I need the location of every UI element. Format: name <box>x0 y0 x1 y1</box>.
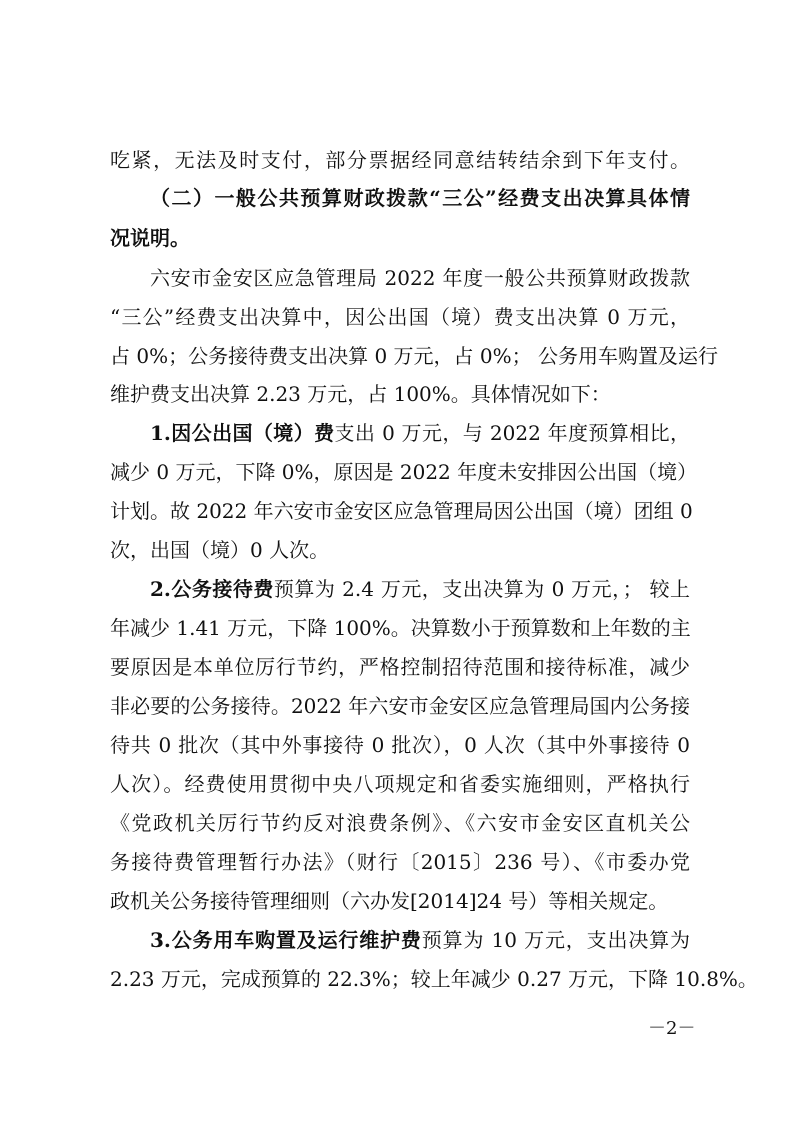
heading-text: （二）一般公共预算财政拨款“三公”经费支出决算具体情 <box>150 186 690 210</box>
line-text: 2.23 万元，完成预算的 22.3%；较上年减少 0.27 万元，下降 10.8%。 <box>110 967 758 991</box>
paragraph-line <box>110 616 690 640</box>
line-text: 待共 0 批次（其中外事接待 0 批次），0 人次（其中外事接待 0 <box>110 733 690 757</box>
line-text: 预算为 2.4 万元，支出决算为 0 万元，； 较上 <box>273 577 690 601</box>
paragraph-line <box>150 577 690 601</box>
line-text: 计划。故 2022 年六安市金安区应急管理局因公出国（境）团组 0 <box>110 499 693 523</box>
line-text: 人次）。经费使用贯彻中央八项规定和省委实施细则，严格执行 <box>110 772 690 796</box>
paragraph-line <box>110 148 690 172</box>
paragraph-line <box>110 772 690 796</box>
paragraph-line <box>110 889 690 913</box>
line-text: 六安市金安区应急管理局 2022 年度一般公共预算财政拨款 <box>150 266 690 290</box>
line-text: 吃紧，无法及时支付，部分票据经同意结转结余到下年支付。 <box>110 148 690 172</box>
paragraph-line <box>110 344 718 368</box>
page-number: －2－ <box>648 1018 696 1039</box>
paragraph-line <box>150 928 690 952</box>
line-text: 年减少 1.41 万元，下降 100%。决算数小于预算数和上年数的主 <box>110 616 691 640</box>
line-text: 支出 0 万元，与 2022 年度预算相比， <box>334 421 690 445</box>
paragraph-line <box>110 499 693 523</box>
line-text: 预算为 10 万元，支出决算为 <box>421 928 690 952</box>
paragraph-line <box>110 811 690 835</box>
paragraph-line <box>110 733 690 757</box>
paragraph-line <box>110 460 698 484</box>
heading-text: 况说明。 <box>110 226 190 250</box>
item-heading: 3.公务用车购置及运行维护费 <box>150 928 422 952</box>
paragraph-line <box>110 850 690 874</box>
paragraph-line <box>150 266 690 290</box>
paragraph-line <box>110 655 690 679</box>
paragraph-line <box>110 382 690 406</box>
item-heading: 2.公务接待费 <box>150 577 274 601</box>
line-text: 《党政机关厉行节约反对浪费条例》、《六安市金安区直机关公 <box>110 811 690 835</box>
paragraph-line <box>110 305 690 329</box>
line-text: 非必要的公务接待。2022 年六安市金安区应急管理局国内公务接 <box>110 694 690 718</box>
line-text: 政机关公务接待管理细则（六办发[2014]24 号）等相关规定。 <box>110 889 669 913</box>
paragraph-line <box>110 967 758 991</box>
line-text: 维护费支出决算 2.23 万元，占 100%。具体情况如下： <box>110 382 611 406</box>
line-text: 次，出国（境）0 人次。 <box>110 538 330 562</box>
section-heading-line <box>110 226 690 250</box>
item-heading: 1.因公出国（境）费 <box>150 421 335 445</box>
line-text: 要原因是本单位厉行节约，严格控制招待范围和接待标准，减少 <box>110 655 690 679</box>
paragraph-line <box>110 538 690 562</box>
paragraph-line <box>150 421 690 445</box>
line-text: “三公”经费支出决算中，因公出国（境）费支出决算 0 万元， <box>110 305 690 329</box>
section-heading-line <box>150 186 690 210</box>
line-text: 减少 0 万元，下降 0%，原因是 2022 年度未安排因公出国（境） <box>110 460 698 484</box>
line-text: 占 0%；公务接待费支出决算 0 万元，占 0%； 公务用车购置及运行 <box>110 344 718 368</box>
line-text: 务接待费管理暂行办法》（财行〔2015〕236 号）、《市委办党 <box>110 850 690 874</box>
paragraph-line <box>110 694 690 718</box>
